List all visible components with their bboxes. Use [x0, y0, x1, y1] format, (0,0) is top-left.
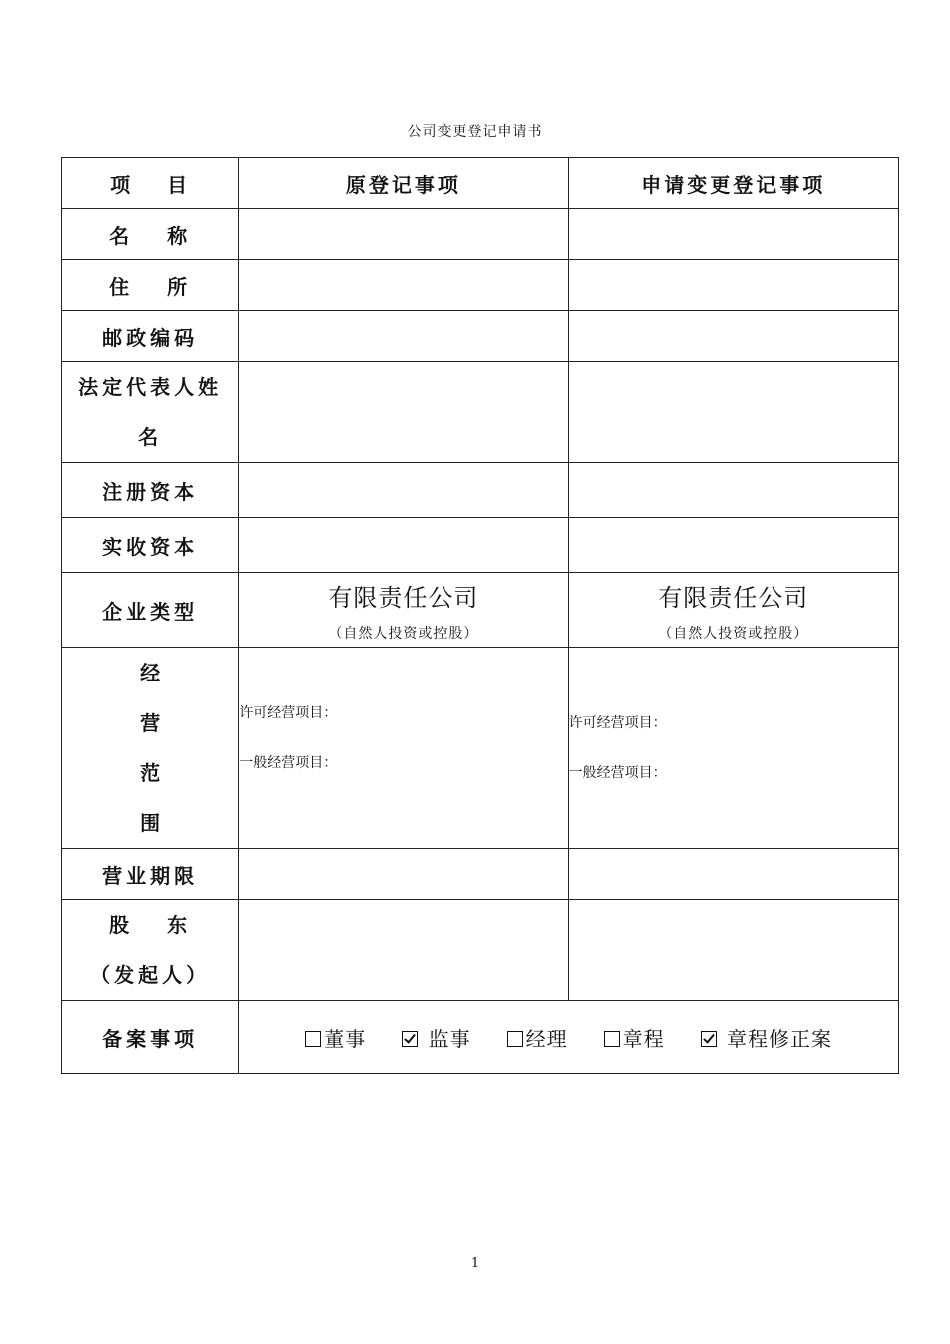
label-reg-capital: 注册资本 — [62, 463, 239, 518]
original-postcode-cell[interactable] — [239, 311, 568, 362]
label-scope-char-1: 经 — [140, 661, 161, 685]
row-reg-capital — [62, 463, 899, 518]
original-name-cell[interactable] — [239, 209, 568, 260]
header-original: 原登记事项 — [239, 158, 568, 209]
checkbox-supervisor-checked[interactable] — [402, 1031, 418, 1047]
filing-option-manager[interactable]: 经理 — [507, 1023, 568, 1052]
label-legal-rep-line2: 名 — [138, 425, 163, 449]
change-reg-capital-cell[interactable] — [568, 463, 898, 518]
change-general-label: 一般经营项目： — [568, 765, 667, 781]
header-change: 申请变更登记事项 — [568, 158, 898, 209]
label-scope-char-4: 围 — [140, 811, 161, 835]
original-scope-cell[interactable] — [239, 648, 568, 849]
row-postcode — [62, 311, 899, 362]
change-licensed-label: 许可经营项目： — [568, 715, 667, 731]
filing-option-articles-amendment[interactable]: 章程修正案 — [701, 1023, 832, 1052]
label-shareholder-line2: （发起人） — [90, 963, 211, 987]
checkbox-director[interactable] — [305, 1031, 321, 1047]
label-legal-rep — [62, 362, 239, 463]
change-address-cell[interactable] — [568, 260, 898, 311]
original-licensed-label: 许可经营项目： — [239, 705, 338, 721]
original-paid-capital-cell[interactable] — [239, 518, 568, 573]
change-paid-capital-cell[interactable] — [568, 518, 898, 573]
original-reg-capital-cell[interactable] — [239, 463, 568, 518]
label-name: 名 称 — [62, 209, 239, 260]
filing-option-director[interactable]: 董事 — [305, 1023, 366, 1052]
original-enterprise-type-sub: （自然人投资或控股） — [328, 625, 479, 642]
label-enterprise-type: 企业类型 — [62, 573, 239, 648]
row-enterprise-type — [62, 573, 899, 648]
original-enterprise-type: 有限责任公司 — [328, 583, 479, 612]
change-enterprise-type-cell[interactable] — [568, 573, 898, 648]
checkbox-articles[interactable] — [604, 1031, 620, 1047]
row-shareholder — [62, 900, 899, 1001]
page-number: 1 — [470, 1256, 480, 1271]
header-row — [62, 158, 899, 209]
original-business-term-cell[interactable] — [239, 849, 568, 900]
original-shareholder-cell[interactable] — [239, 900, 568, 1001]
original-general-label: 一般经营项目： — [239, 755, 338, 771]
original-legal-rep-cell[interactable] — [239, 362, 568, 463]
row-address — [62, 260, 899, 311]
change-registration-form — [61, 157, 899, 1074]
change-enterprise-type: 有限责任公司 — [658, 583, 809, 612]
row-filing — [62, 1001, 899, 1074]
document-title: 公司变更登记申请书 — [407, 124, 543, 140]
checkbox-manager[interactable] — [507, 1031, 523, 1047]
label-shareholder — [62, 900, 239, 1001]
filing-option-supervisor[interactable]: 监事 — [402, 1023, 470, 1052]
label-filing: 备案事项 — [62, 1001, 239, 1074]
original-address-cell[interactable] — [239, 260, 568, 311]
label-shareholder-line1: 股 东 — [109, 913, 192, 937]
change-enterprise-type-sub: （自然人投资或控股） — [658, 625, 809, 642]
filing-option-articles[interactable]: 章程 — [604, 1023, 665, 1052]
change-scope-cell[interactable] — [568, 648, 898, 849]
label-scope-char-2: 营 — [140, 711, 161, 735]
checkbox-articles-amendment-checked[interactable] — [701, 1031, 717, 1047]
label-address: 住 所 — [62, 260, 239, 311]
change-postcode-cell[interactable] — [568, 311, 898, 362]
label-paid-capital: 实收资本 — [62, 518, 239, 573]
label-scope-char-3: 范 — [140, 761, 161, 785]
row-legal-rep — [62, 362, 899, 463]
label-business-scope — [62, 648, 239, 849]
row-business-scope — [62, 648, 899, 849]
original-enterprise-type-cell[interactable] — [239, 573, 568, 648]
change-business-term-cell[interactable] — [568, 849, 898, 900]
change-name-cell[interactable] — [568, 209, 898, 260]
label-business-term: 营业期限 — [62, 849, 239, 900]
filing-options — [239, 1001, 899, 1074]
label-legal-rep-line1: 法定代表人姓 — [78, 375, 223, 399]
row-paid-capital — [62, 518, 899, 573]
row-name — [62, 209, 899, 260]
change-shareholder-cell[interactable] — [568, 900, 898, 1001]
label-postcode: 邮政编码 — [62, 311, 239, 362]
change-legal-rep-cell[interactable] — [568, 362, 898, 463]
header-item: 项 目 — [62, 158, 239, 209]
row-business-term — [62, 849, 899, 900]
